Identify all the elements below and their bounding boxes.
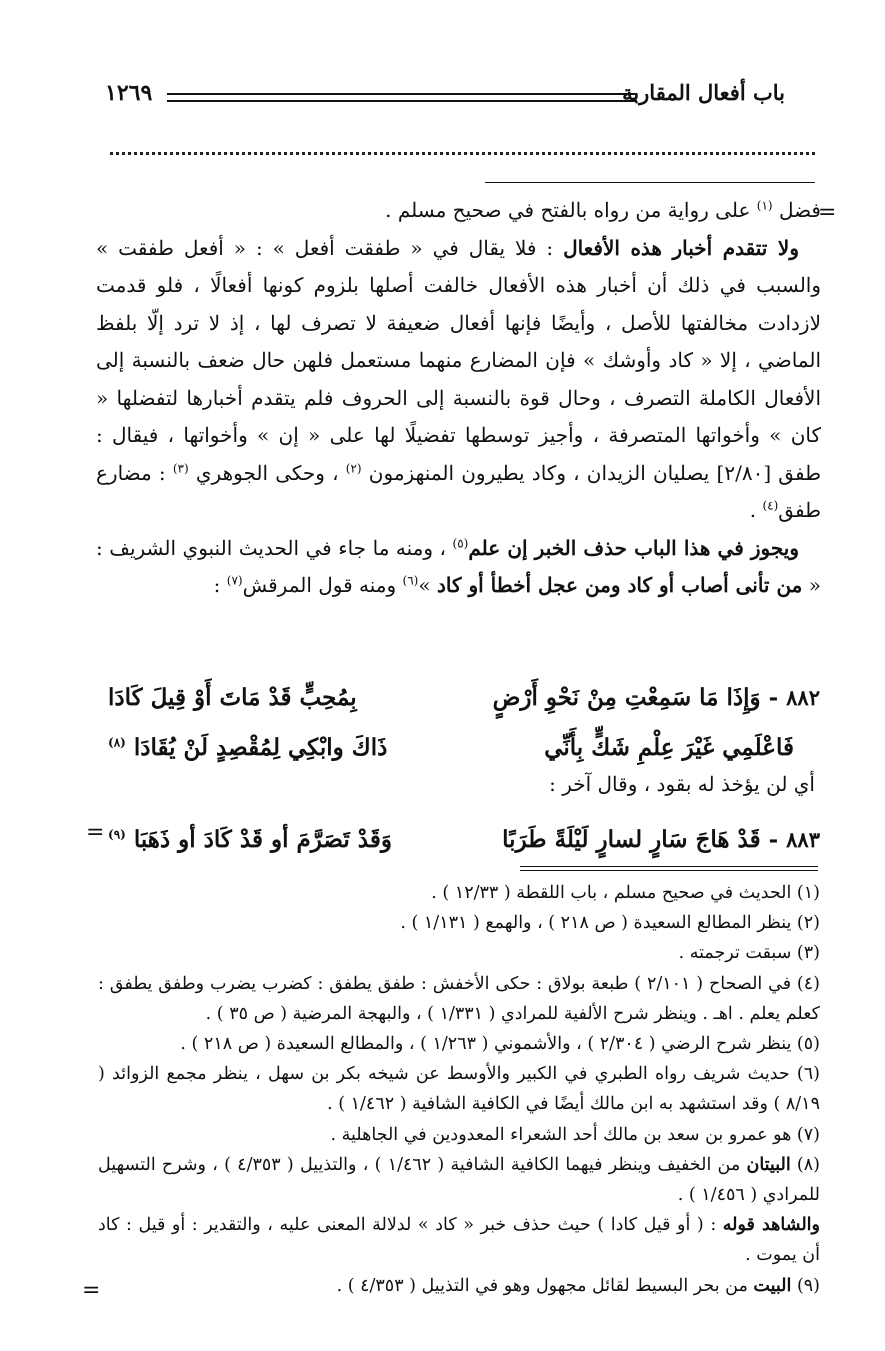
footnotes: [98, 878, 820, 1301]
p2-bold-lead: ولا تتقدم أخبار هذه الأفعال: [563, 235, 799, 260]
p2-text2: ، وحكى الجوهري: [188, 460, 346, 485]
p1-text-b: على رواية من رواه بالفتح في صحيح مسلم .: [385, 198, 751, 222]
footnote-1: (١) الحديث في صحيح مسلم ، باب اللقطة ( ١٢/٣٣ ) .: [431, 883, 820, 903]
footnote-8-witness: [98, 1210, 820, 1270]
footnote-9: [98, 1271, 820, 1301]
chapter-title: باب أفعال المقاربة: [622, 80, 785, 105]
p1-text-a: فضل: [778, 198, 821, 222]
dotted-separator: [110, 152, 815, 155]
paragraph-2: [96, 230, 821, 530]
verse-882-hemistich-2: بِمُحِبٍّ قَدْ مَاتَ أَوْ قِيلَ كَادَا: [108, 683, 357, 711]
verse-number-883: ٨٨٣: [786, 826, 820, 852]
p3-bold-lead: ويجوز في هذا الباب حذف الخبر إن علم: [468, 535, 799, 560]
verse-882-line-2: [108, 722, 820, 772]
continuation-mark-top: =: [818, 200, 837, 225]
header-rule: [167, 93, 637, 102]
v883-h2: وَقَدْ تَصَرَّمَ أو قَدْ كَادَ أو ذَهَبَا: [133, 825, 392, 853]
footnote-ref-9[interactable]: (٩): [108, 826, 126, 841]
p3-text2: »: [418, 573, 437, 597]
main-text: [96, 192, 821, 605]
footnote-ref-1[interactable]: (١): [756, 198, 773, 213]
verse-883-hemistich-2: [108, 826, 392, 853]
page-header: [105, 80, 785, 116]
footnote-ref-8[interactable]: (٨): [108, 734, 126, 749]
continuation-mark-verse: =: [86, 820, 105, 845]
p3-text3: ومنه قول المرقش: [242, 573, 403, 597]
paragraph-3: [96, 530, 821, 605]
footnote-ref-7[interactable]: (٧): [226, 573, 243, 588]
footnote-7: (٧) هو عمرو بن سعد بن مالك أحد الشعراء المعدودين في الجاهلية .: [330, 1124, 820, 1145]
verse-883-hemistich-1: ٨٨٣ - قَدْ هَاجَ سَارٍ لسارٍ لَيْلَةً طَرَبًا: [502, 825, 820, 853]
verse-882-hemistich-3: فَاعْلَمِي غَيْرَ عِلْمِ شَكٍّ بِأَنِّي: [544, 733, 794, 761]
footnote-5: (٥) ينظر شرح الرضي ( ٢/٣٠٤ ) ، والأشموني ( ١/٢٦٣ ) ، والمطالع السعيدة ( ص ٢١٨ ) .: [180, 1034, 820, 1055]
v883-h1: قَدْ هَاجَ سَارٍ لسارٍ لَيْلَةً طَرَبًا: [502, 825, 761, 853]
footnote-separator: [520, 866, 818, 871]
footnote-ref-2[interactable]: (٢): [345, 460, 362, 475]
footnote-9-text: من بحر البسيط لقائل مجهول وهو في التذييل ( ٤/٣٥٣ ) .: [336, 1275, 754, 1296]
footnote-ref-4[interactable]: (٤): [762, 498, 779, 513]
footnote-2: (٢) ينظر المطالع السعيدة ( ص ٢١٨ ) ، والهمع ( ١/١٣١ ) .: [400, 913, 820, 934]
p3-text: ، ومنه ما جاء في الحديث النبوي الشريف : «: [96, 535, 821, 597]
verse-883-line: [108, 814, 820, 864]
verse-commentary: أي لن يؤخذ له بقود ، وقال آخر :: [549, 772, 815, 796]
verse-882: [108, 672, 820, 772]
witness-label: والشاهد قوله: [722, 1215, 820, 1236]
footnote-ref-5[interactable]: (٥): [452, 535, 469, 550]
p3-end: :: [213, 573, 227, 597]
witness-text: : ( أو قيل كادا ) حيث حذف خبر « كاد » لدلالة المعنى عليه ، والتقدير : أو قيل : كاد أن يموت .: [98, 1215, 820, 1266]
footnote-4: (٤) في الصحاح ( ٢/١٠١ ) طبعة بولاق : حكى الأخفش : طفق يطفق : كضرب يضرب وطفق يطفق : كعلم يعلم . اهـ . وينظر شرح الألفية للمرادي ( ١/٣٣١ ) ، والبهجة المرضية ( ص ٣٥ ) .: [98, 973, 820, 1024]
footnote-ref-6[interactable]: (٦): [402, 573, 419, 588]
footnote-8-bold: البيتان: [746, 1154, 791, 1175]
v882-h1: وَإِذَا مَا سَمِعْتِ مِنْ نَحْوِ أَرْضٍ: [492, 683, 761, 711]
hadith-quote: من تأنى أصاب أو كاد ومن عجل أخطأ أو كاد: [436, 573, 803, 597]
footnote-8-text: من الخفيف وينظر فيهما الكافية الشافية ( ١/٤٦٢ ) ، والتذييل ( ٤/٣٥٣ ) ، وشرح التسهيل للمرادي ( ١/٤٥٦ ) .: [98, 1154, 820, 1206]
p2-text: : فلا يقال في « طفقت أفعل » : « أفعل طفقت » والسبب في ذلك أن أخبار هذه الأفعال خالفت أصلها بلزوم كونها أفعالًا ، فلو قدمت لازدادت مخالفتها للأصل ، وأيضًا فإنها أفعال ضعيفة لا تصرف لها ، إذ لا ترد إلّا بلفظ الماضي ، إلا « كاد وأوشك » فإن المضارع منهما مستعمل فلهن حال ضعف بالنسبة إلى الأفعال الكاملة التصرف ، وحال قوة بالنسبة إلى الحروف فلم يتقدم أخبارها لتفضلها « كان » وأخواتها المتصرفة ، وأجيز توسطها تفضيلًا لها على « إن » وأخواتها ، فيقال : طفق [٢/٨٠] يصليان الزيدان ، وكاد يطيرون المنهزمون: [96, 235, 822, 485]
verse-883: [108, 814, 820, 864]
page-number: ١٢٦٩: [105, 80, 153, 106]
footnote-3: (٣) سبقت ترجمته .: [678, 943, 820, 964]
p2-text3: : مضارع طفق: [96, 460, 821, 522]
continuation-mark-bottom: =: [82, 1278, 101, 1303]
paragraph-1: [96, 192, 821, 230]
footnote-ref-3[interactable]: (٣): [172, 460, 189, 475]
verse-882-hemistich-1: ٨٨٢ - وَإِذَا مَا سَمِعْتِ مِنْ نَحْوِ أَرْضٍ: [492, 683, 820, 711]
footnote-6: (٦) حديث شريف رواه الطبري في الكبير والأوسط عن شيخه بكر بن سهل ، ينظر مجمع الزوائد ( ٨/١٩ ) وقد استشهد به ابن مالك أيضًا في الكافية الشافية ( ١/٤٦٢ ) .: [98, 1064, 820, 1115]
verse-882-hemistich-4: [108, 734, 387, 761]
continuation-rule: [485, 182, 815, 183]
footnote-8-number: (٨): [790, 1154, 820, 1175]
verse-882-line-1: [108, 672, 820, 722]
footnote-9-number: (٩): [791, 1275, 820, 1296]
v882-h4: ذَاكَ وابْكِي لِمُقْصِدٍ لَنْ يُقَادَا: [133, 733, 388, 761]
footnote-9-bold: البيت: [753, 1275, 792, 1296]
p2-end: .: [749, 498, 763, 522]
verse-number-882: ٨٨٢: [786, 684, 820, 710]
footnote-8: [98, 1150, 820, 1210]
